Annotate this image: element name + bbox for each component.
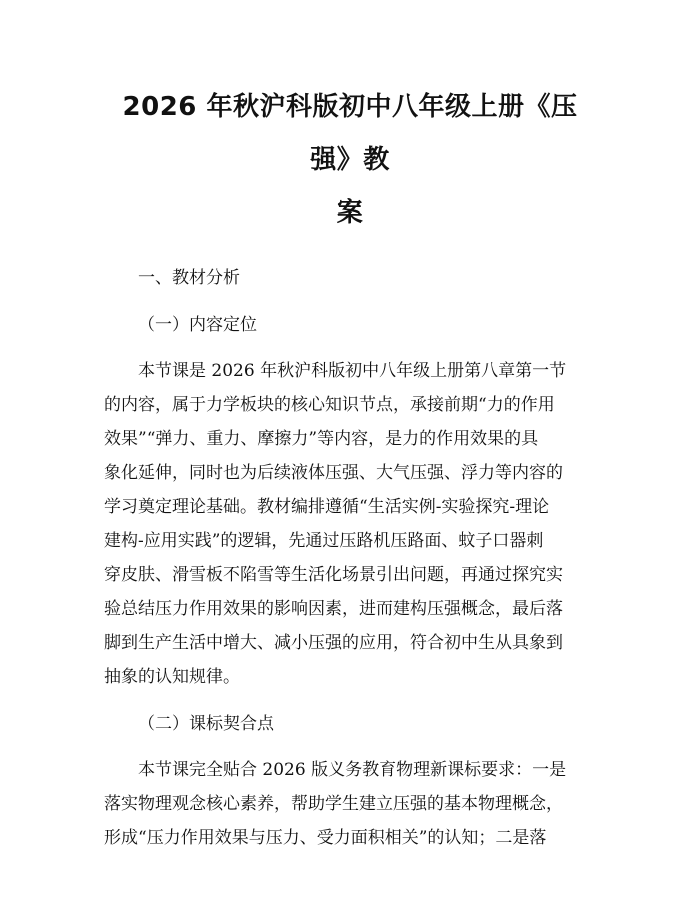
paragraph-line: 脚到生产生活中增大、减小压强的应用，符合初中生从具象到 [104, 633, 563, 653]
paragraph-line: 穿皮肤、滑雪板不陷雪等生活化场景引出问题，再通过探究实 [104, 565, 563, 585]
paragraph-line: 落实物理观念核心素养，帮助学生建立压强的基本物理概念， [104, 794, 563, 814]
paragraph-line: 本节课是 2026 年秋沪科版初中八年级上册第八章第一节 [138, 361, 567, 381]
paragraph-line: 本节课完全贴合 2026 版义务教育物理新课标要求：一是 [138, 760, 567, 780]
subsection-heading-curriculum-alignment: （二）课标契合点 [138, 714, 274, 734]
paragraph-curriculum-alignment [104, 753, 596, 855]
title-line-1: 2026 年秋沪科版初中八年级上册《压强》教 [122, 92, 578, 175]
paragraph-line: 效果”“弹力、重力、摩擦力”等内容，是力的作用效果的具 [104, 429, 539, 449]
paragraph-line: 形成“压力作用效果与压力、受力面积相关”的认知；二是落 [104, 828, 547, 848]
title-line-2: 案 [336, 198, 364, 228]
paragraph-line: 象化延伸，同时也为后续液体压强、大气压强、浮力等内容的 [104, 463, 563, 483]
paragraph-line: 验总结压力作用效果的影响因素，进而建构压强概念，最后落 [104, 599, 563, 619]
subsection-heading-content-positioning: （一）内容定位 [138, 315, 257, 335]
paragraph-line: 建构-应用实践”的逻辑，先通过压路机压路面、蚊子口器刺 [104, 531, 544, 551]
document-title [104, 0, 596, 240]
paragraph-line: 抽象的认知规律。 [104, 667, 240, 687]
paragraph-line: 学习奠定理论基础。教材编排遵循“生活实例-实验探究-理论 [104, 497, 550, 517]
paragraph-content-positioning [104, 354, 596, 694]
paragraph-line: 的内容，属于力学板块的核心知识节点，承接前期“力的作用 [104, 395, 555, 415]
section-heading-textbook-analysis: 一、教材分析 [138, 268, 240, 288]
